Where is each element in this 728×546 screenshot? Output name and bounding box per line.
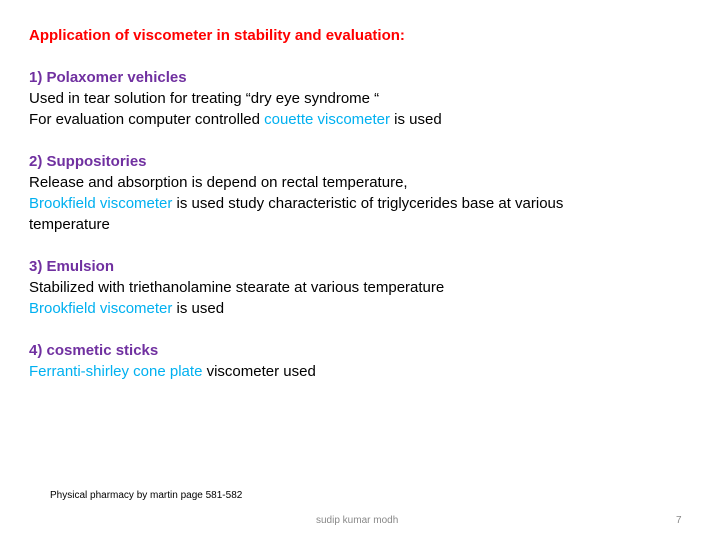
- text-fragment: For evaluation computer controlled: [29, 111, 265, 128]
- section-polaxomer: [29, 67, 709, 130]
- page-number: 7: [676, 515, 682, 526]
- section-cosmetic-sticks: [29, 340, 709, 382]
- section-text: [29, 193, 639, 235]
- section-text: Release and absorption is depend on rectal temperature,: [29, 174, 408, 191]
- highlight-term: Ferranti-shirley cone plate: [29, 363, 203, 380]
- text-fragment: is used study characteristic of triglycerides base at various temperature: [29, 195, 564, 233]
- section-text: Stabilized with triethanolamine stearate at various temperature: [29, 279, 445, 296]
- text-fragment: is used: [172, 300, 225, 317]
- section-text: Used in tear solution for treating “dry eye syndrome “: [29, 90, 380, 107]
- highlight-term: couette viscometer: [264, 111, 391, 128]
- section-suppositories: [29, 151, 709, 235]
- section-heading: 1) Polaxomer vehicles: [29, 69, 187, 86]
- slide-title: Application of viscometer in stability and evaluation:: [29, 27, 405, 44]
- section-text: [29, 298, 709, 319]
- footer-author: sudip kumar modh: [316, 515, 399, 526]
- slide-content: [29, 25, 709, 382]
- section-heading: 4) cosmetic sticks: [29, 342, 159, 359]
- section-emulsion: [29, 256, 709, 319]
- highlight-term: Brookfield viscometer: [29, 195, 173, 212]
- section-heading: 3) Emulsion: [29, 258, 115, 275]
- reference-note: Physical pharmacy by martin page 581-582: [50, 490, 243, 501]
- text-fragment: viscometer used: [202, 363, 316, 380]
- text-fragment: is used: [390, 111, 442, 128]
- section-heading: 2) Suppositories: [29, 153, 147, 170]
- section-text: [29, 109, 709, 130]
- section-text: [29, 361, 709, 382]
- highlight-term: Brookfield viscometer: [29, 300, 173, 317]
